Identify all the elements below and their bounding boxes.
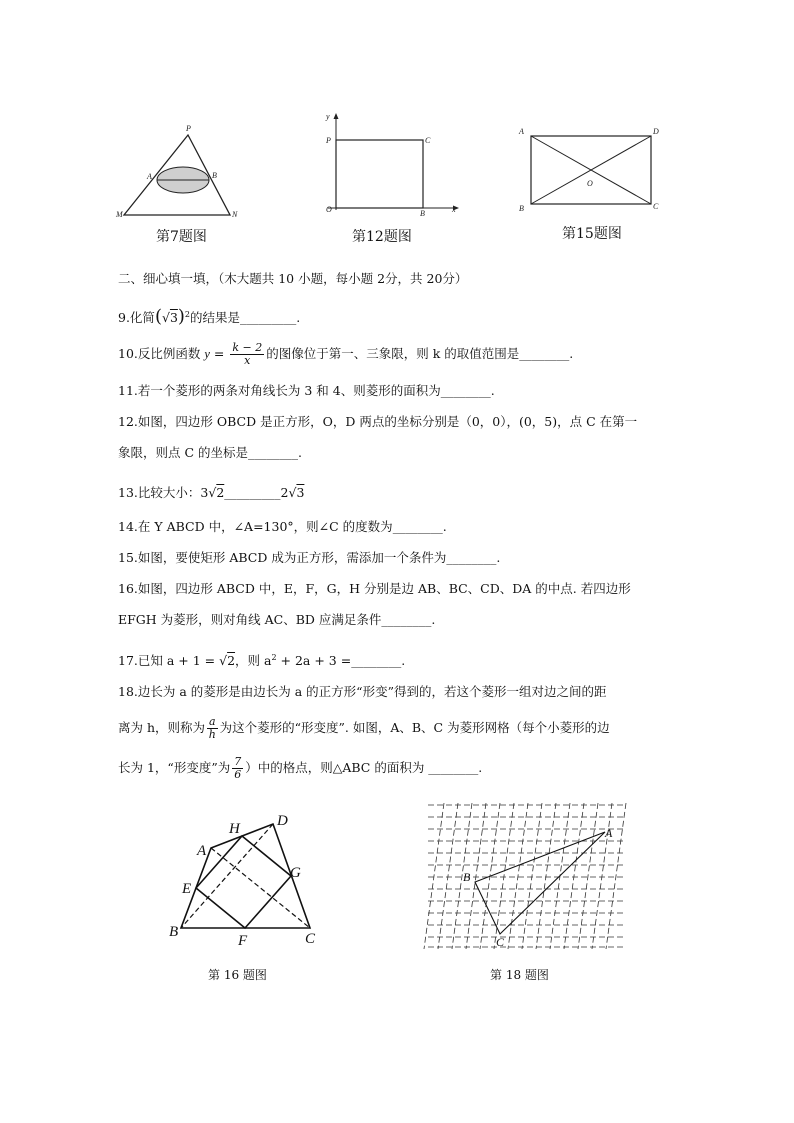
label-x: x [452, 205, 456, 214]
label-O: O [587, 179, 593, 188]
label-P: P [186, 124, 191, 133]
label-D: D [653, 127, 659, 136]
question-18-line2: 离为 h，则称为 $\frac{a}{h}$ 为这个菱形的“形变度”. 如图，A、B、C 为菱形网格（每个小菱形的边 [118, 715, 610, 741]
question-16-line2: EFGH 为菱形，则对角线 AC、BD 应满足条件________. [118, 612, 436, 627]
label-B: B [212, 171, 217, 180]
figure-18 [420, 797, 630, 957]
label-E: E [182, 881, 192, 897]
label-P: P [326, 136, 331, 145]
question-9: 9.化简$(√3)^2$的结果是_________. [118, 306, 301, 328]
question-11: 11.若一个菱形的两条对角线长为 3 和 4、则菱形的面积为________. [118, 383, 495, 398]
question-13: 13.比较大小：3√2_________2√3 [118, 485, 305, 500]
label-C: C [425, 136, 431, 145]
label-G: G [290, 865, 301, 881]
label-M: M [116, 210, 123, 219]
label-C: C [305, 931, 316, 947]
label-D: D [277, 813, 288, 829]
rhombus-grid [420, 797, 630, 957]
fig15-caption: 第15题图 [562, 226, 622, 242]
question-14: 14.在 Y ABCD 中，∠A=130°，则∠C 的度数为________. [118, 519, 447, 534]
figure-7 [112, 120, 242, 220]
label-A: A [197, 843, 207, 859]
question-12-line1: 12.如图，四边形 OBCD 是正方形，O，D 两点的坐标分别是（0，0），(0，5)，点 C 在第一 [118, 414, 638, 429]
fig16-caption: 第 16 题图 [208, 968, 267, 982]
label-O: O [326, 205, 332, 214]
question-10: 10.反比例函数 y = $\frac{k - 2}{x}$ 的图像位于第一、三象限，则 k 的取值范围是________. [118, 341, 574, 367]
label-A: A [519, 127, 524, 136]
label-A: A [147, 172, 152, 181]
figure-12 [320, 110, 465, 220]
label-y: y [326, 112, 330, 121]
label-C: C [496, 935, 505, 949]
label-B: B [519, 204, 524, 213]
label-H: H [229, 821, 240, 837]
fig12-caption: 第12题图 [352, 229, 412, 245]
fig7-caption: 第7题图 [156, 229, 207, 245]
question-17: 17.已知 a + 1 = √2，则 $a^2 + 2a + 3$ =________. [118, 653, 406, 669]
question-15: 15.如图，要使矩形 ABCD 成为正方形，需添加一个条件为________. [118, 550, 501, 565]
figure-15 [514, 122, 669, 217]
label-B: B [169, 924, 179, 940]
fraction: $\frac{k - 2}{x}$ [232, 341, 263, 367]
label-B: B [420, 209, 425, 218]
question-16-line1: 16.如图，四边形 ABCD 中，E，F，G，H 分别是边 AB、BC、CD、DA 的中点. 若四边形 [118, 581, 631, 596]
label-N: N [232, 210, 238, 219]
label-A: A [605, 826, 613, 840]
figure-16 [165, 805, 325, 950]
section-title: 二、细心填一填，（木大题共 10 小题，每小题 2分，共 20分） [118, 271, 468, 286]
question-12-line2: 象限，则点 C 的坐标是________. [118, 445, 302, 460]
answer-blank: _________. [240, 310, 301, 326]
fig18-caption: 第 18 题图 [490, 968, 549, 982]
label-B: B [463, 870, 471, 884]
question-18-line1: 18.边长为 a 的菱形是由边长为 a 的正方形“形变”得到的，若这个菱形一组对边之间的距 [118, 684, 607, 699]
question-18-line3: 长为 1，“形变度”为 $\frac{7}{6}$ ）中的格点，则△ABC 的面积为 ________. [118, 755, 483, 781]
label-C: C [653, 202, 659, 211]
label-F: F [238, 933, 248, 949]
